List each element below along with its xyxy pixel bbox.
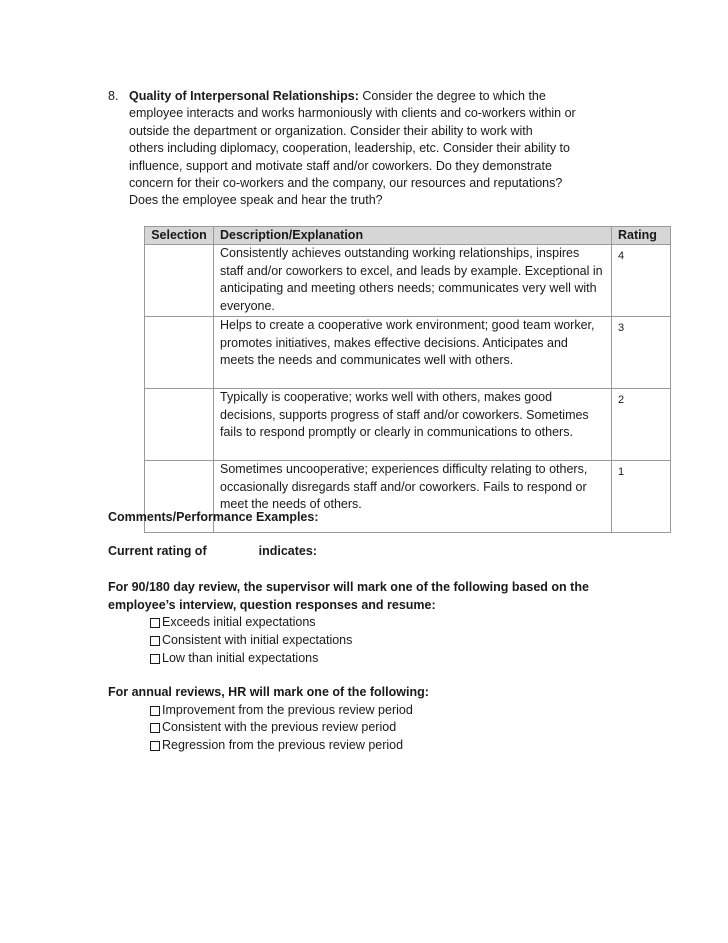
checkbox[interactable]: [150, 636, 160, 646]
review-90-180-heading-1: For 90/180 day review, the supervisor will mark one of the following based on the: [108, 580, 589, 594]
option-label: Exceeds initial expectations: [162, 615, 316, 629]
question-title: Quality of Interpersonal Relationships:: [129, 89, 359, 103]
comments-label: Comments/Performance Examples:: [108, 510, 319, 524]
checkbox[interactable]: [150, 654, 160, 664]
option-label: Low than initial expectations: [162, 651, 319, 665]
question-text: [129, 88, 628, 210]
description-cell: Typically is cooperative; works well with others, makes good decisions, supports progress of staff and/or coworkers. Sometimes fails to respond promptly or clearly in communications to others.: [214, 389, 612, 461]
header-description: Description/Explanation: [214, 227, 612, 245]
option-consistent-initial[interactable]: [150, 632, 352, 649]
option-exceeds-initial[interactable]: [150, 614, 316, 631]
question-line-text: Consider the degree to which the: [362, 89, 546, 103]
question-line: employee interacts and works harmoniously with clients and co-workers within or: [129, 106, 576, 121]
annual-review-heading: For annual reviews, HR will mark one of the following:: [108, 685, 429, 699]
description-cell: Consistently achieves outstanding working relationships, inspires staff and/or coworkers to excel, and leads by example. Exceptional in anticipating and meeting others needs; communicates very well with everyone.: [214, 245, 612, 317]
option-label: Consistent with initial expectations: [162, 633, 353, 647]
selection-cell[interactable]: [145, 389, 214, 461]
selection-cell[interactable]: [145, 317, 214, 389]
option-label: Consistent with the previous review period: [162, 720, 397, 734]
current-rating-label: Current rating of: [108, 544, 207, 558]
option-low-initial[interactable]: [150, 650, 318, 667]
option-label: Regression from the previous review period: [162, 738, 404, 752]
option-consistent-previous[interactable]: [150, 719, 396, 736]
description-cell: Helps to create a cooperative work environment; good team worker, promotes initiatives, makes effective decisions. Anticipates and meets the needs and communicates well with others.: [214, 317, 612, 389]
checkbox[interactable]: [150, 618, 160, 628]
question-line: others including diplomacy, cooperation, leadership, etc. Consider their ability to: [129, 141, 570, 156]
current-rating-suffix: indicates:: [258, 544, 317, 558]
option-label: Improvement from the previous review period: [162, 703, 413, 717]
rating-cell: 1: [612, 461, 671, 533]
question-line: outside the department or organization. Consider their ability to work with: [129, 123, 533, 138]
rating-cell: 3: [612, 317, 671, 389]
question-line: influence, support and motivate staff and/or coworkers. Do they demonstrate: [129, 158, 552, 173]
question-line: Does the employee speak and hear the truth?: [129, 193, 383, 208]
review-90-180-heading-2: employee’s interview, question responses and resume:: [108, 598, 436, 612]
current-rating-line: [108, 543, 317, 560]
checkbox[interactable]: [150, 706, 160, 716]
selection-cell[interactable]: [145, 245, 214, 317]
table-header-row: [145, 227, 671, 245]
table-row: [145, 389, 671, 461]
question-line: [129, 88, 628, 105]
checkbox[interactable]: [150, 741, 160, 751]
question-line: concern for their co-workers and the company, our resources and reputations?: [129, 176, 563, 191]
rating-table: [144, 226, 671, 533]
question-number: 8.: [108, 89, 119, 103]
rating-cell: 4: [612, 245, 671, 317]
table-row: [145, 317, 671, 389]
table-row: [145, 245, 671, 317]
question-8: [108, 88, 628, 210]
header-selection: Selection: [145, 227, 214, 245]
option-improvement[interactable]: [150, 702, 413, 719]
option-regression[interactable]: [150, 737, 403, 754]
header-rating: Rating: [612, 227, 671, 245]
checkbox[interactable]: [150, 723, 160, 733]
rating-cell: 2: [612, 389, 671, 461]
description-cell: Sometimes uncooperative; experiences difficulty relating to others, occasionally disregards staff and/or coworkers. Fails to respond or meet the needs of others.: [214, 461, 612, 533]
